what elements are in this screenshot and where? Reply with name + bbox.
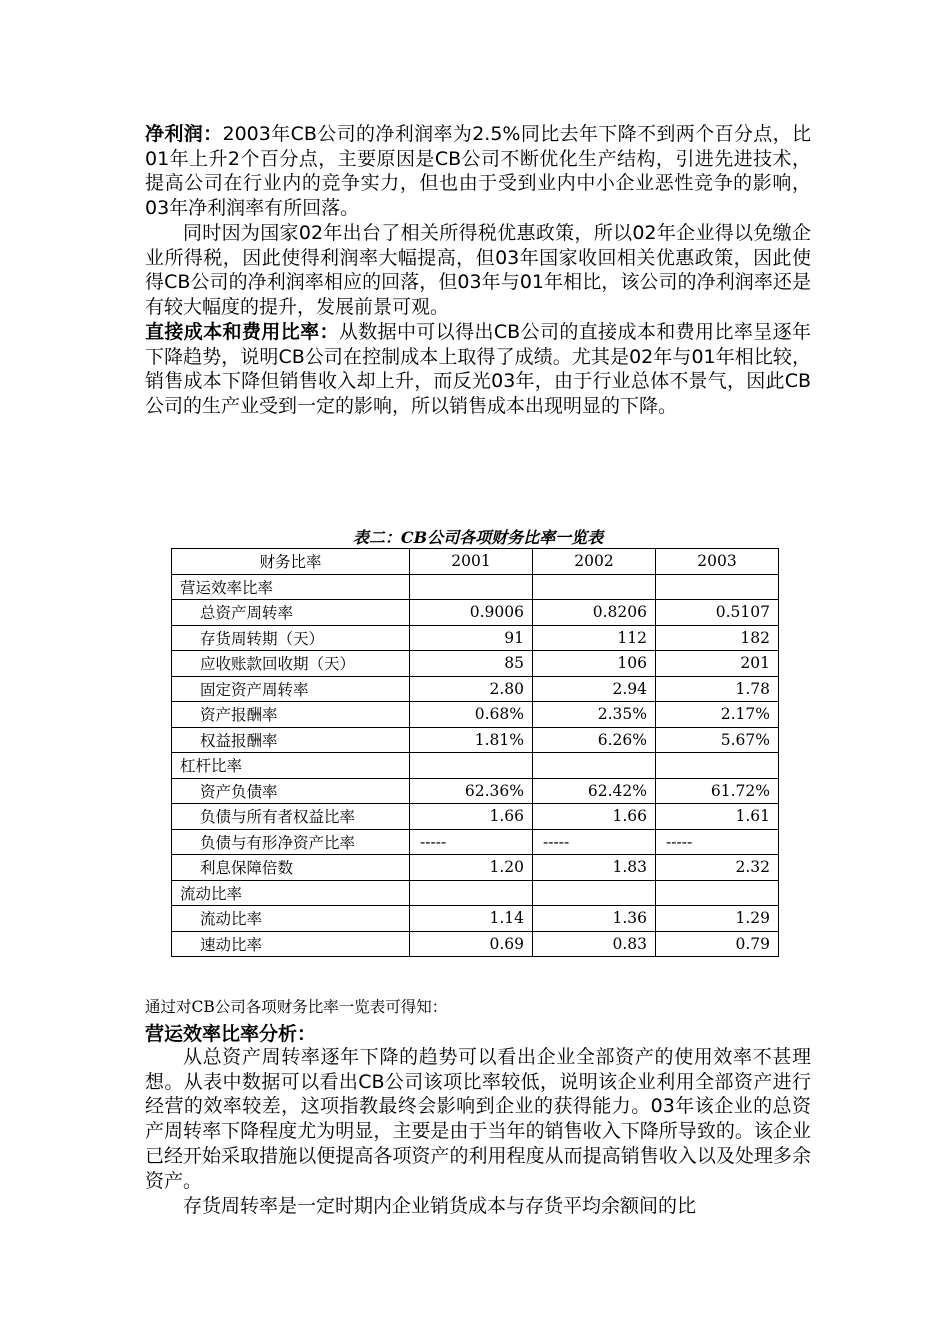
- ratio-label: 利息保障倍数: [172, 855, 410, 881]
- table-note: 通过对CB公司各项财务比率一览表可得知：: [145, 998, 448, 1016]
- value-cell: 2.35%: [533, 702, 656, 728]
- table-row: [172, 676, 779, 702]
- value-cell: [533, 574, 656, 600]
- category-label: 杠杆比率: [172, 753, 410, 779]
- value-cell: [656, 753, 779, 779]
- value-cell: 0.69: [410, 931, 533, 957]
- value-cell: 1.20: [410, 855, 533, 881]
- header-cell-year: 2002: [533, 549, 656, 575]
- value-cell: -----: [533, 829, 656, 855]
- value-cell: 1.66: [410, 804, 533, 830]
- value-cell: 85: [410, 651, 533, 677]
- financial-ratio-table: [171, 548, 779, 957]
- value-cell: 2.17%: [656, 702, 779, 728]
- ratio-label: 固定资产周转率: [172, 676, 410, 702]
- ratio-label: 权益报酬率: [172, 727, 410, 753]
- table-row: [172, 651, 779, 677]
- table-row: [172, 931, 779, 957]
- ratio-label: 资产负债率: [172, 778, 410, 804]
- net-profit-text: 2003年CB公司的净利润率为2.5%同比去年下降不到两个百分点，比01年上升2个百分点，主要原因是CB公司不断优化生产结构，引进先进技术，提高公司在行业内的竞争实力，但也由于受到业内中小企业恶性竞争的影响，03年净利润率有所回落。: [145, 123, 811, 220]
- value-cell: 1.81%: [410, 727, 533, 753]
- value-cell: 0.9006: [410, 600, 533, 626]
- ratio-label: 应收账款回收期（天）: [172, 651, 410, 677]
- ratio-label: 资产报酬率: [172, 702, 410, 728]
- header-cell-year: 2003: [656, 549, 779, 575]
- section-title: 营运效率比率分析：: [145, 1023, 317, 1045]
- asset-turnover-text: 从总资产周转率逐年下降的趋势可以看出企业全部资产的使用效率不甚理想。从表中数据可以看出CB公司该项比率较低，说明该企业利用全部资产进行经营的效率较差，这项指教最终会影响到企业的获得能力。03年该企业的总资产周转率下降程度尤为明显，主要是由于当年的销售收入下降所导致的。该企业已经开始采取措施以便提高各项资产的利用程度从而提高销售收入以及处理多余资产。: [145, 1046, 811, 1192]
- value-cell: 106: [533, 651, 656, 677]
- value-cell: 1.61: [656, 804, 779, 830]
- value-cell: 91: [410, 625, 533, 651]
- cost-ratio-label: 直接成本和费用比率：: [145, 321, 339, 343]
- ratio-label: 速动比率: [172, 931, 410, 957]
- ratio-label: 存货周转期（天）: [172, 625, 410, 651]
- table-category-row: [172, 880, 779, 906]
- value-cell: 2.32: [656, 855, 779, 881]
- category-label: 营运效率比率: [172, 574, 410, 600]
- value-cell: 1.83: [533, 855, 656, 881]
- value-cell: 1.66: [533, 804, 656, 830]
- ratio-label: 总资产周转率: [172, 600, 410, 626]
- value-cell: 1.36: [533, 906, 656, 932]
- value-cell: 182: [656, 625, 779, 651]
- paragraph-inventory-turnover: [145, 1194, 811, 1219]
- value-cell: 2.80: [410, 676, 533, 702]
- table-row: [172, 804, 779, 830]
- table-header-row: [172, 549, 779, 575]
- value-cell: -----: [656, 829, 779, 855]
- table-category-row: [172, 753, 779, 779]
- value-cell: 62.42%: [533, 778, 656, 804]
- value-cell: 201: [656, 651, 779, 677]
- value-cell: [533, 880, 656, 906]
- table-category-row: [172, 574, 779, 600]
- value-cell: [656, 880, 779, 906]
- value-cell: [656, 574, 779, 600]
- header-cell-ratio: 财务比率: [172, 549, 410, 575]
- value-cell: 0.8206: [533, 600, 656, 626]
- ratio-label: 负债与所有者权益比率: [172, 804, 410, 830]
- value-cell: 112: [533, 625, 656, 651]
- table-row: [172, 625, 779, 651]
- net-profit-label: 净利润：: [145, 123, 223, 145]
- value-cell: [533, 753, 656, 779]
- header-cell-year: 2001: [410, 549, 533, 575]
- table-row: [172, 855, 779, 881]
- value-cell: [410, 880, 533, 906]
- value-cell: [410, 574, 533, 600]
- paragraph-net-profit: [145, 122, 811, 221]
- inventory-turnover-text: 存货周转率是一定时期内企业销货成本与存货平均余额间的比: [183, 1195, 697, 1217]
- value-cell: 5.67%: [656, 727, 779, 753]
- table-row: [172, 702, 779, 728]
- value-cell: [410, 753, 533, 779]
- category-label: 流动比率: [172, 880, 410, 906]
- paragraph-asset-turnover: [145, 1045, 811, 1193]
- table-row: [172, 906, 779, 932]
- value-cell: 1.14: [410, 906, 533, 932]
- ratio-label: 负债与有形净资产比率: [172, 829, 410, 855]
- tax-policy-text: 同时因为国家02年出台了相关所得税优惠政策，所以02年企业得以免缴企业所得税，因此使得利润率大幅提高，但03年国家收回相关优惠政策，因此使得CB公司的净利润率相应的回落，但03年与01年相比，该公司的净利润率还是有较大幅度的提升，发展前景可观。: [145, 222, 811, 319]
- value-cell: -----: [410, 829, 533, 855]
- value-cell: 0.79: [656, 931, 779, 957]
- value-cell: 61.72%: [656, 778, 779, 804]
- cost-ratio-text: 从数据中可以得出CB公司的直接成本和费用比率呈逐年下降趋势，说明CB公司在控制成本上取得了成绩。尤其是02年与01年相比较，销售成本下降但销售收入却上升，而反光03年，由于行业总体不景气，因此CB公司的生产业受到一定的影响，所以销售成本出现明显的下降。: [145, 321, 811, 418]
- table-caption: 表二：CB公司各项财务比率一览表: [352, 528, 604, 547]
- table-row: [172, 778, 779, 804]
- table-row: [172, 600, 779, 626]
- value-cell: 0.68%: [410, 702, 533, 728]
- table-row: [172, 727, 779, 753]
- value-cell: 6.26%: [533, 727, 656, 753]
- paragraph-tax-policy: [145, 221, 811, 320]
- value-cell: 1.78: [656, 676, 779, 702]
- value-cell: 0.5107: [656, 600, 779, 626]
- value-cell: 1.29: [656, 906, 779, 932]
- value-cell: 2.94: [533, 676, 656, 702]
- value-cell: 62.36%: [410, 778, 533, 804]
- ratio-label: 流动比率: [172, 906, 410, 932]
- paragraph-cost-ratio: [145, 320, 811, 419]
- value-cell: 0.83: [533, 931, 656, 957]
- table-row: [172, 829, 779, 855]
